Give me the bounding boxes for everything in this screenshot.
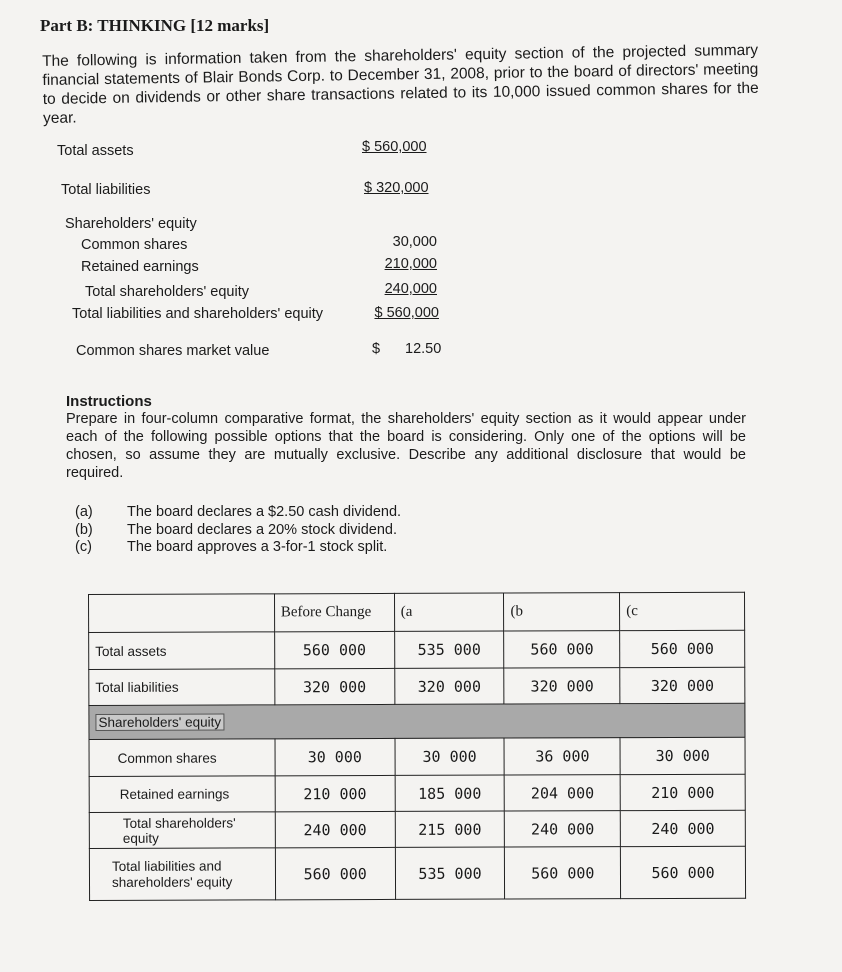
retained-earnings-label: Retained earnings — [81, 259, 199, 275]
cell-common-shares-a: 30 000 — [395, 738, 505, 775]
cell-total-equity-before: 240 000 — [275, 811, 395, 847]
table-header-row — [89, 592, 745, 632]
option-a-letter: (a) — [75, 504, 93, 520]
cell-retained-earnings-a: 185 000 — [395, 775, 505, 811]
market-value-amount: 12.50 — [405, 341, 442, 357]
retained-earnings-value: 210,000 — [384, 256, 437, 272]
market-value-currency: $ — [372, 341, 381, 357]
intro-paragraph: The following is information taken from the shareholders' equity section of the projected summary financial statements of Blair Bonds Corp. to December 31, 2008, prior to the board of directors' meeting to decide on dividends or other share transactions related to its 10,000 issued common shares for the year. — [42, 41, 759, 127]
option-a-text: The board declares a $2.50 cash dividend. — [127, 504, 402, 520]
cell-total-liabilities-before: 320 000 — [275, 668, 395, 704]
total-assets-value: $ 560,000 — [362, 139, 427, 155]
table-row — [89, 737, 745, 776]
cell-total-le-b: 560 000 — [505, 847, 621, 899]
total-assets-label: Total assets — [57, 143, 134, 159]
market-value-label: Common shares market value — [76, 343, 270, 359]
cell-total-le-a: 535 000 — [395, 847, 505, 899]
total-equity-label: Total shareholders' equity — [85, 284, 249, 300]
option-c-text: The board approves a 3-for-1 stock split. — [127, 539, 388, 555]
cell-common-shares-b: 36 000 — [504, 738, 620, 775]
cell-total-equity-b: 240 000 — [505, 811, 621, 847]
header-option-b: (b — [504, 593, 620, 631]
cell-retained-earnings-before: 210 000 — [275, 775, 395, 811]
instructions-heading: Instructions — [66, 393, 152, 410]
total-liabilities-value: $ 320,000 — [364, 180, 429, 196]
header-before-change: Before Change — [274, 593, 394, 631]
cell-total-assets-b: 560 000 — [504, 631, 620, 668]
common-shares-label: Common shares — [81, 237, 188, 253]
cell-total-equity-c: 240 000 — [620, 810, 745, 846]
table-row — [89, 810, 745, 848]
row-label-total-le-line1: Total liabilities and — [111, 858, 222, 874]
header-option-a: (a — [394, 593, 504, 631]
cell-total-liabilities-b: 320 000 — [504, 668, 620, 704]
cell-retained-earnings-c: 210 000 — [620, 774, 745, 810]
row-label-total-liabilities: Total liabilities — [89, 669, 275, 706]
option-b-text: The board declares a 20% stock dividend. — [127, 522, 398, 538]
table-row — [89, 846, 745, 900]
equity-band-row — [89, 703, 745, 739]
cell-common-shares-before: 30 000 — [275, 738, 395, 775]
cell-total-liabilities-c: 320 000 — [620, 667, 745, 703]
total-le-value: $ 560,000 — [374, 305, 439, 321]
option-c-letter: (c) — [75, 539, 92, 555]
total-liabilities-label: Total liabilities — [61, 182, 151, 198]
cell-total-assets-c: 560 000 — [620, 630, 745, 667]
cell-total-le-before: 560 000 — [275, 847, 395, 899]
equity-band-cell — [89, 703, 745, 739]
row-label-total-assets: Total assets — [89, 632, 275, 670]
option-b-letter: (b) — [75, 522, 93, 538]
cell-total-assets-a: 535 000 — [394, 631, 504, 668]
cell-total-le-c: 560 000 — [621, 846, 746, 898]
part-title: Part B: THINKING [12 marks] — [40, 16, 270, 35]
instructions-text: Prepare in four-column comparative format, the shareholders' equity section as it would appear under each of the following possible options that the board is considering. Only one of the options will be chosen, so assume they are mutually exclusive. Describe any additional disclosure that would be required. — [66, 411, 746, 481]
table-row — [89, 630, 745, 669]
row-label-total-le-line2: shareholders' equity — [111, 873, 233, 890]
cell-common-shares-c: 30 000 — [620, 737, 745, 774]
table-row — [89, 774, 745, 812]
row-label-common-shares: Common shares — [89, 739, 275, 777]
equity-heading: Shareholders' equity — [65, 216, 197, 232]
row-label-total-le — [89, 848, 275, 901]
header-blank — [89, 594, 275, 633]
cell-total-equity-a: 215 000 — [395, 811, 505, 847]
row-label-total-equity: Total shareholders' equity — [89, 812, 275, 849]
total-equity-value: 240,000 — [384, 281, 437, 297]
row-label-retained-earnings: Retained earnings — [89, 776, 275, 813]
header-option-c: (c — [620, 592, 745, 630]
cell-total-assets-before: 560 000 — [274, 631, 394, 668]
common-shares-value: 30,000 — [392, 234, 437, 250]
cell-total-liabilities-a: 320 000 — [394, 668, 504, 704]
total-le-label: Total liabilities and shareholders' equity — [72, 306, 324, 322]
table-row — [89, 667, 745, 705]
equity-band-label: Shareholders' equity — [95, 714, 224, 731]
comparative-equity-table — [88, 592, 746, 901]
cell-retained-earnings-b: 204 000 — [505, 775, 621, 811]
